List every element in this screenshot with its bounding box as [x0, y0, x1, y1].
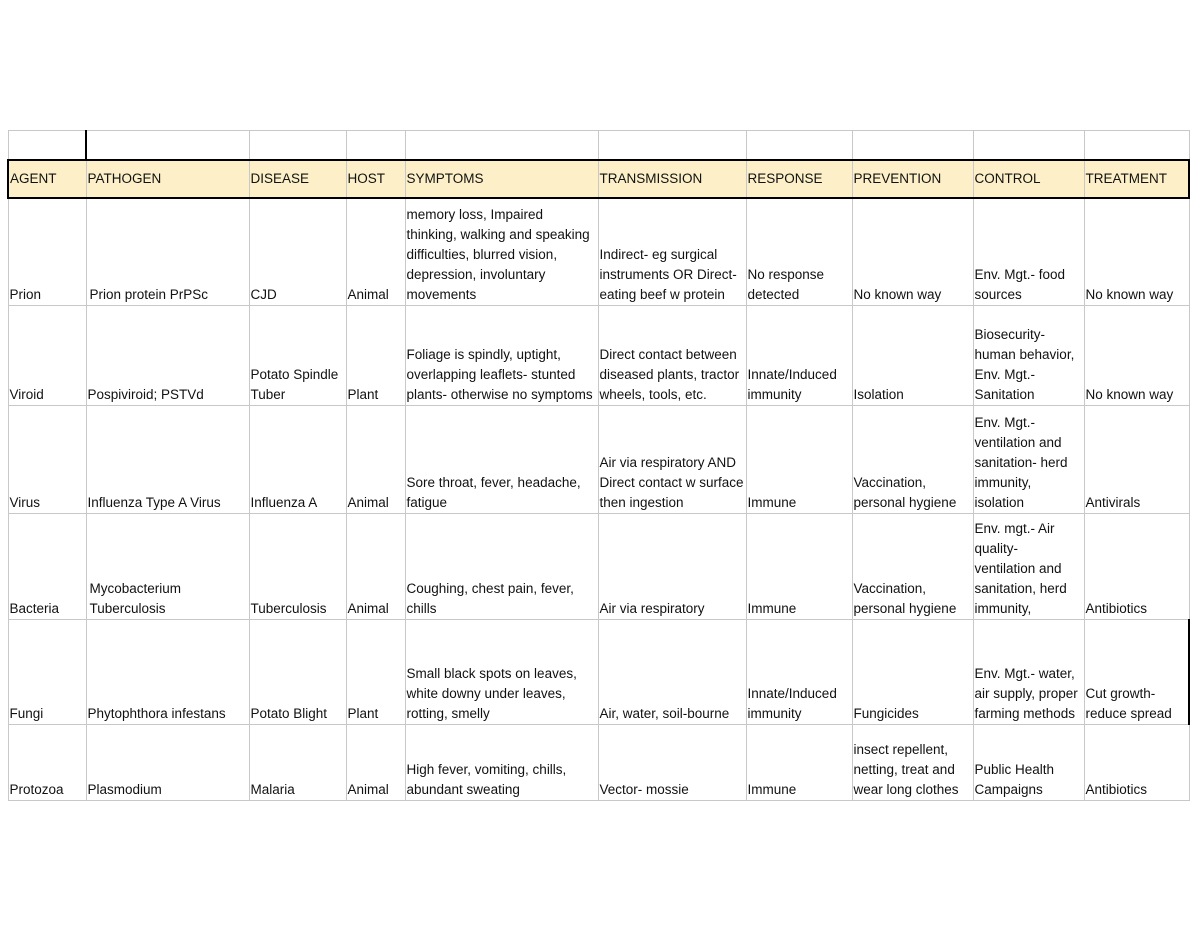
- cell[interactable]: [86, 131, 249, 161]
- cell[interactable]: [8, 131, 86, 161]
- cell-agent[interactable]: Viroid: [8, 306, 86, 406]
- cell[interactable]: [852, 131, 973, 161]
- header-disease[interactable]: DISEASE: [249, 160, 346, 198]
- cell-disease[interactable]: Potato Blight: [249, 620, 346, 725]
- cell-disease[interactable]: CJD: [249, 198, 346, 306]
- cell[interactable]: [746, 131, 852, 161]
- table-row: [8, 198, 1189, 306]
- header-control[interactable]: CONTROL: [973, 160, 1084, 198]
- header-pathogen[interactable]: PATHOGEN: [86, 160, 249, 198]
- cell-treatment[interactable]: Cut growth-reduce spread: [1084, 620, 1189, 725]
- table-row: [8, 620, 1189, 725]
- header-prevention[interactable]: PREVENTION: [852, 160, 973, 198]
- table-row: [8, 514, 1189, 620]
- cell-symptoms[interactable]: Coughing, chest pain, fever, chills: [405, 514, 598, 620]
- cell-treatment[interactable]: No known way: [1084, 198, 1189, 306]
- cell[interactable]: [1084, 131, 1189, 161]
- cell-prevention[interactable]: Fungicides: [852, 620, 973, 725]
- cell-response[interactable]: Innate/Induced immunity: [746, 306, 852, 406]
- header-response[interactable]: RESPONSE: [746, 160, 852, 198]
- cell-symptoms[interactable]: Small black spots on leaves, white downy under leaves, rotting, smelly: [405, 620, 598, 725]
- header-treatment[interactable]: TREATMENT: [1084, 160, 1189, 198]
- cell-treatment[interactable]: Antibiotics: [1084, 725, 1189, 801]
- cell-pathogen[interactable]: Phytophthora infestans: [86, 620, 249, 725]
- table-row: [8, 406, 1189, 514]
- cell-control[interactable]: Env. mgt.- Air quality- ventilation and sanitation, herd immunity,: [973, 514, 1084, 620]
- cell-disease[interactable]: Malaria: [249, 725, 346, 801]
- table-row: [8, 306, 1189, 406]
- cell[interactable]: [249, 131, 346, 161]
- cell-agent[interactable]: Bacteria: [8, 514, 86, 620]
- cell-treatment[interactable]: Antivirals: [1084, 406, 1189, 514]
- cell-agent[interactable]: Virus: [8, 406, 86, 514]
- cell-host[interactable]: Plant: [346, 306, 405, 406]
- cell-response[interactable]: Innate/Induced immunity: [746, 620, 852, 725]
- cell-pathogen[interactable]: Mycobacterium Tuberculosis: [86, 514, 249, 620]
- cell-control[interactable]: Env. Mgt.- ventilation and sanitation- herd immunity, isolation: [973, 406, 1084, 514]
- header-symptoms[interactable]: SYMPTOMS: [405, 160, 598, 198]
- cell[interactable]: [405, 131, 598, 161]
- cell-symptoms[interactable]: memory loss, Impaired thinking, walking and speaking difficulties, blurred vision, depression, involuntary movements: [405, 198, 598, 306]
- cell[interactable]: [598, 131, 746, 161]
- cell-control[interactable]: Public Health Campaigns: [973, 725, 1084, 801]
- cell-transmission[interactable]: Air via respiratory: [598, 514, 746, 620]
- header-transmission[interactable]: TRANSMISSION: [598, 160, 746, 198]
- cell-host[interactable]: Plant: [346, 620, 405, 725]
- cell-symptoms[interactable]: Sore throat, fever, headache, fatigue: [405, 406, 598, 514]
- cell-response[interactable]: Immune: [746, 406, 852, 514]
- cell-transmission[interactable]: Vector- mossie: [598, 725, 746, 801]
- cell-host[interactable]: Animal: [346, 725, 405, 801]
- cell-disease[interactable]: Tuberculosis: [249, 514, 346, 620]
- cell-pathogen[interactable]: Influenza Type A Virus: [86, 406, 249, 514]
- cell-response[interactable]: Immune: [746, 514, 852, 620]
- cell-control[interactable]: Biosecurity- human behavior, Env. Mgt.- Sanitation: [973, 306, 1084, 406]
- cell-agent[interactable]: Prion: [8, 198, 86, 306]
- cell-disease[interactable]: Potato Spindle Tuber: [249, 306, 346, 406]
- cell-prevention[interactable]: Vaccination, personal hygiene: [852, 514, 973, 620]
- header-host[interactable]: HOST: [346, 160, 405, 198]
- cell-transmission[interactable]: Air, water, soil-bourne: [598, 620, 746, 725]
- cell-pathogen[interactable]: Plasmodium: [86, 725, 249, 801]
- cell-symptoms[interactable]: Foliage is spindly, uptight, overlapping leaflets- stunted plants- otherwise no symptoms: [405, 306, 598, 406]
- cell-pathogen[interactable]: Pospiviroid; PSTVd: [86, 306, 249, 406]
- disease-agents-table: [7, 130, 1190, 801]
- cell-agent[interactable]: Protozoa: [8, 725, 86, 801]
- cell-agent[interactable]: Fungi: [8, 620, 86, 725]
- cell-pathogen[interactable]: Prion protein PrPSc: [86, 198, 249, 306]
- cell-transmission[interactable]: Indirect- eg surgical instruments OR Direct- eating beef w protein: [598, 198, 746, 306]
- cell-transmission[interactable]: Direct contact between diseased plants, tractor wheels, tools, etc.: [598, 306, 746, 406]
- cell-disease[interactable]: Influenza A: [249, 406, 346, 514]
- header-agent[interactable]: AGENT: [8, 160, 86, 198]
- cell[interactable]: [346, 131, 405, 161]
- cell-response[interactable]: Immune: [746, 725, 852, 801]
- header-row: [8, 160, 1189, 198]
- cell-prevention[interactable]: Isolation: [852, 306, 973, 406]
- cell-treatment[interactable]: No known way: [1084, 306, 1189, 406]
- cell-host[interactable]: Animal: [346, 406, 405, 514]
- cell[interactable]: [973, 131, 1084, 161]
- cell-response[interactable]: No response detected: [746, 198, 852, 306]
- cell-treatment[interactable]: Antibiotics: [1084, 514, 1189, 620]
- cell-host[interactable]: Animal: [346, 514, 405, 620]
- cell-control[interactable]: Env. Mgt.- food sources: [973, 198, 1084, 306]
- cell-host[interactable]: Animal: [346, 198, 405, 306]
- cell-transmission[interactable]: Air via respiratory AND Direct contact w surface then ingestion: [598, 406, 746, 514]
- cell-control[interactable]: Env. Mgt.- water, air supply, proper farming methods: [973, 620, 1084, 725]
- cell-prevention[interactable]: No known way: [852, 198, 973, 306]
- cell-symptoms[interactable]: High fever, vomiting, chills, abundant sweating: [405, 725, 598, 801]
- table-row: [8, 725, 1189, 801]
- cell-prevention[interactable]: insect repellent, netting, treat and wear long clothes: [852, 725, 973, 801]
- blank-row: [8, 131, 1189, 161]
- cell-prevention[interactable]: Vaccination, personal hygiene: [852, 406, 973, 514]
